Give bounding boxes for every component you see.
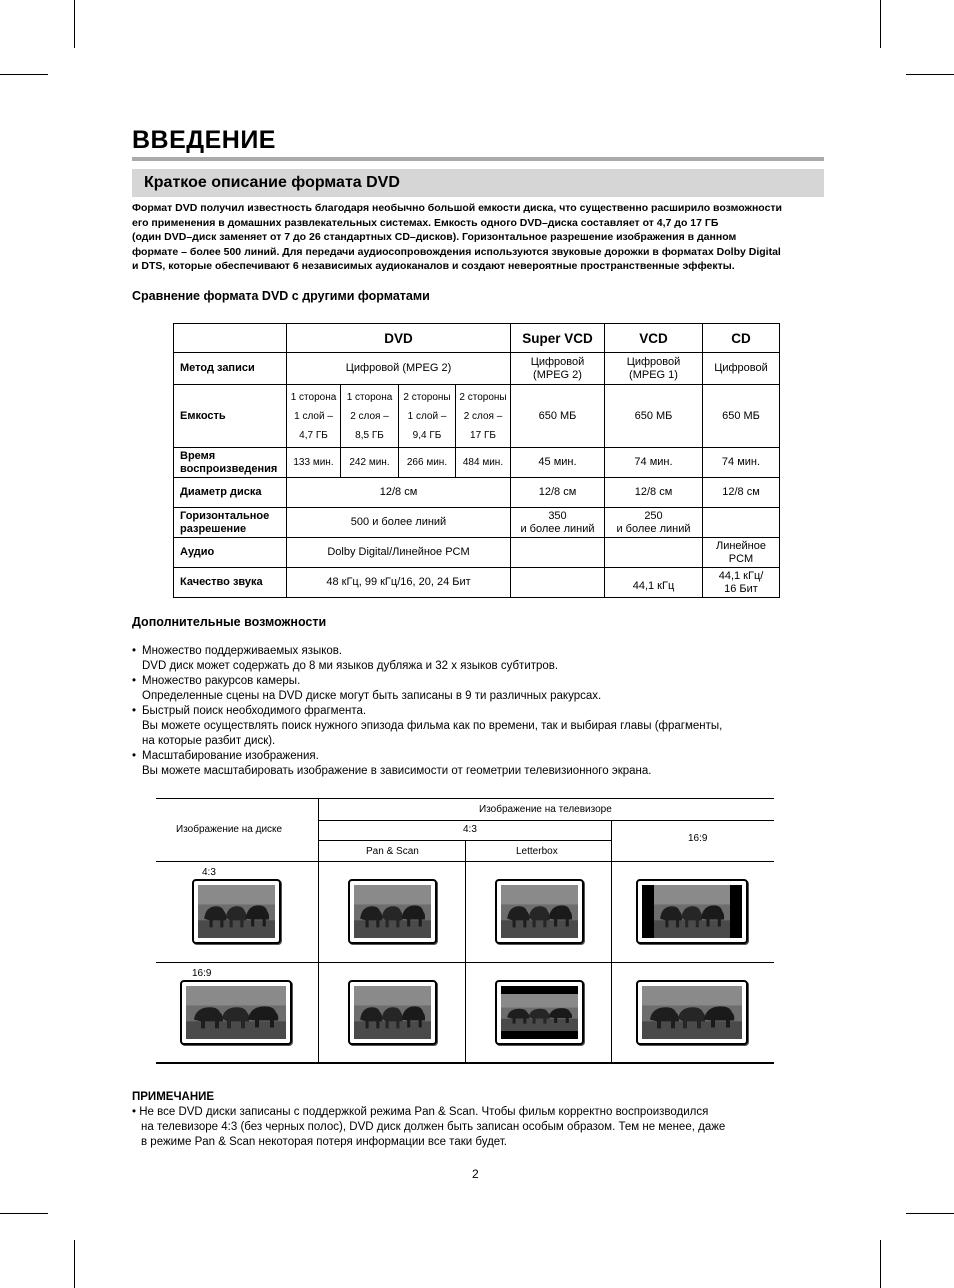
feature-title: Быстрый поиск необходимого фрагмента. bbox=[142, 705, 367, 717]
tv-thumbnail bbox=[348, 980, 437, 1045]
note-line: в режиме Pan & Scan некоторая потеря информации все таки будет. bbox=[141, 1136, 507, 1148]
feature-desc: Вы можете осуществлять поиск нужного эпизода фильма как по времени, так и выбирая главы (фрагменты, bbox=[142, 720, 723, 732]
table-cell: 2 стороны 2 слоя – 17 ГБ bbox=[456, 385, 511, 448]
tv-thumbnail bbox=[180, 980, 292, 1045]
elephants-image bbox=[654, 885, 730, 938]
elephants-image bbox=[354, 885, 431, 938]
list-item bbox=[132, 704, 722, 749]
table-cell: 650 МБ bbox=[703, 385, 780, 448]
table-cell: 12/8 см bbox=[703, 478, 780, 508]
elephants-image bbox=[198, 885, 275, 938]
feature-title: Множество ракурсов камеры. bbox=[142, 675, 301, 687]
table-cell: Цифровой bbox=[703, 353, 780, 385]
table-row bbox=[174, 508, 780, 538]
tv-thumbnail bbox=[636, 980, 748, 1045]
table-row bbox=[174, 568, 780, 598]
rule bbox=[611, 820, 612, 1064]
table-header-row bbox=[174, 324, 780, 353]
table-cell: 44,1 кГц/ 16 Бит bbox=[703, 568, 780, 598]
table-cell: 74 мин. bbox=[605, 448, 703, 478]
table-cell: 350 и более линий bbox=[511, 508, 605, 538]
table-cell: Линейное PCM bbox=[703, 538, 780, 568]
table-cell: 250 и более линий bbox=[605, 508, 703, 538]
page-number: 2 bbox=[472, 1167, 479, 1181]
row-label: Аудио bbox=[174, 538, 287, 568]
ratio-169-header: 16:9 bbox=[688, 833, 708, 844]
tv-thumbnail bbox=[192, 879, 281, 944]
row-label: Метод записи bbox=[174, 353, 287, 385]
row-label: Время воспроизведения bbox=[174, 448, 287, 478]
table-cell: 133 мин. bbox=[287, 448, 341, 478]
crop-mark bbox=[906, 74, 954, 75]
comparison-table bbox=[173, 323, 780, 598]
intro-line: Формат DVD получил известность благодаря необычно большой емкости диска, что существенно расширило возможности bbox=[132, 202, 783, 214]
table-row bbox=[174, 385, 780, 448]
features-heading: Дополнительные возможности bbox=[132, 615, 327, 629]
note-line: на телевизоре 4:3 (без черных полос), DVD диск должен быть записан особым образом. Тем не менее, даже bbox=[141, 1121, 726, 1133]
rule bbox=[465, 840, 466, 1064]
rule bbox=[156, 798, 774, 799]
feature-desc: Вы можете масштабировать изображение в зависимости от геометрии телевизионного экрана. bbox=[142, 765, 652, 777]
col-header-cd: CD bbox=[703, 324, 780, 353]
elephants-image bbox=[642, 986, 742, 1039]
intro-line: (один DVD–диск заменяет от 7 до 26 стандартных CD–дисков). Горизонтальное разрешение изображения в данном bbox=[132, 231, 737, 243]
list-item bbox=[132, 674, 722, 704]
note-line: • Не все DVD диски записаны с поддержкой режима Pan & Scan. Чтобы фильм корректно воспроизводился bbox=[132, 1106, 709, 1118]
crop-mark bbox=[74, 0, 75, 48]
table-cell: 12/8 см bbox=[287, 478, 511, 508]
note-heading: ПРИМЕЧАНИЕ bbox=[132, 1091, 215, 1103]
elephants-image bbox=[501, 994, 578, 1031]
feature-desc: на которые разбит диск). bbox=[142, 735, 276, 747]
table-cell bbox=[605, 538, 703, 568]
elephants-image bbox=[354, 986, 431, 1039]
table-cell: 1 сторона 2 слоя – 8,5 ГБ bbox=[341, 385, 399, 448]
elephants-image bbox=[501, 885, 578, 938]
table-cell bbox=[511, 568, 605, 598]
tv-thumbnail-pillarbox bbox=[636, 879, 748, 944]
table-cell: 2 стороны 1 слой – 9,4 ГБ bbox=[399, 385, 456, 448]
page-title: ВВЕДЕНИЕ bbox=[132, 126, 276, 154]
table-cell: Цифровой (MPEG 1) bbox=[605, 353, 703, 385]
table-cell: 48 кГц, 99 кГц/16, 20, 24 Бит bbox=[287, 568, 511, 598]
table-cell: 484 мин. bbox=[456, 448, 511, 478]
row-label: Качество звука bbox=[174, 568, 287, 598]
table-cell bbox=[703, 508, 780, 538]
letterbox-header: Letterbox bbox=[516, 846, 558, 857]
tv-thumbnail bbox=[495, 879, 584, 944]
feature-title: Множество поддерживаемых языков. bbox=[142, 645, 343, 657]
col-header-vcd: VCD bbox=[605, 324, 703, 353]
list-item bbox=[132, 749, 722, 779]
table-cell: Dolby Digital/Линейное PCM bbox=[287, 538, 511, 568]
elephants-image bbox=[186, 986, 286, 1039]
bullet: • bbox=[132, 750, 137, 762]
rule bbox=[318, 820, 774, 821]
table-cell: 12/8 см bbox=[605, 478, 703, 508]
row-label-43: 4:3 bbox=[202, 867, 216, 878]
tv-thumbnail-letterbox bbox=[495, 980, 584, 1045]
crop-mark bbox=[74, 1240, 75, 1288]
crop-mark bbox=[880, 1240, 881, 1288]
table-cell: 242 мин. bbox=[341, 448, 399, 478]
aspect-ratio-table bbox=[156, 798, 774, 1064]
table-row bbox=[174, 478, 780, 508]
table-cell: 44,1 кГц bbox=[605, 568, 703, 598]
table-cell: Цифровой (MPEG 2) bbox=[287, 353, 511, 385]
table-cell bbox=[511, 538, 605, 568]
list-item bbox=[132, 644, 722, 674]
note-block bbox=[132, 1090, 725, 1150]
section-header bbox=[132, 169, 824, 197]
row-label: Емкость bbox=[174, 385, 287, 448]
crop-mark bbox=[0, 74, 48, 75]
row-label: Горизонтальное разрешение bbox=[174, 508, 287, 538]
pan-scan-header: Pan & Scan bbox=[366, 846, 419, 857]
table-cell: 266 мин. bbox=[399, 448, 456, 478]
feature-desc: Определенные сцены на DVD диске могут быть записаны в 9 ти различных ракурсах. bbox=[142, 690, 602, 702]
feature-title: Масштабирование изображения. bbox=[142, 750, 319, 762]
table-cell: 12/8 см bbox=[511, 478, 605, 508]
table-cell: 650 МБ bbox=[605, 385, 703, 448]
tv-thumbnail bbox=[348, 879, 437, 944]
intro-line: и DTS, которые обеспечивают 6 независимых аудиоканалов и создают невероятные пространственные эффекты. bbox=[132, 260, 735, 272]
table-cell: 45 мин. bbox=[511, 448, 605, 478]
table-cell: 650 МБ bbox=[511, 385, 605, 448]
crop-mark bbox=[0, 1213, 48, 1214]
comparison-heading: Сравнение формата DVD с другими форматами bbox=[132, 289, 430, 303]
crop-mark bbox=[906, 1213, 954, 1214]
bullet: • bbox=[132, 645, 137, 657]
bullet: • bbox=[132, 705, 137, 717]
disc-image-header: Изображение на диске bbox=[176, 824, 283, 835]
rule bbox=[318, 798, 319, 1064]
table-row bbox=[174, 448, 780, 478]
features-list bbox=[132, 644, 722, 779]
table-cell: 1 сторона 1 слой – 4,7 ГБ bbox=[287, 385, 341, 448]
table-cell: 74 мин. bbox=[703, 448, 780, 478]
intro-paragraph bbox=[132, 201, 824, 274]
table-row bbox=[174, 538, 780, 568]
row-label-169: 16:9 bbox=[192, 968, 212, 979]
intro-line: формате – более 500 линий. Для передачи аудиосопровождения используются звуковые дорожки в форматах Dolby Digital bbox=[132, 245, 781, 258]
intro-line: его применения в домашних развлекательных системах. Емкость одного DVD–диска составляет от 4,7 до 17 ГБ bbox=[132, 216, 719, 229]
crop-mark bbox=[880, 0, 881, 48]
section-title: Краткое описание формата DVD bbox=[144, 174, 400, 191]
bullet: • bbox=[132, 675, 137, 687]
row-label: Диаметр диска bbox=[174, 478, 287, 508]
feature-desc: DVD диск может содержать до 8 ми языков дубляжа и 32 х языков субтитров. bbox=[142, 660, 559, 672]
table-row bbox=[174, 353, 780, 385]
ratio-43-header: 4:3 bbox=[463, 824, 477, 835]
col-header-svcd: Super VCD bbox=[511, 324, 605, 353]
table-cell: Цифровой (MPEG 2) bbox=[511, 353, 605, 385]
tv-image-header: Изображение на телевизоре bbox=[479, 804, 612, 815]
col-header-dvd: DVD bbox=[287, 324, 511, 353]
title-rule bbox=[132, 157, 824, 161]
table-cell: 500 и более линий bbox=[287, 508, 511, 538]
corner-cell bbox=[174, 324, 287, 353]
